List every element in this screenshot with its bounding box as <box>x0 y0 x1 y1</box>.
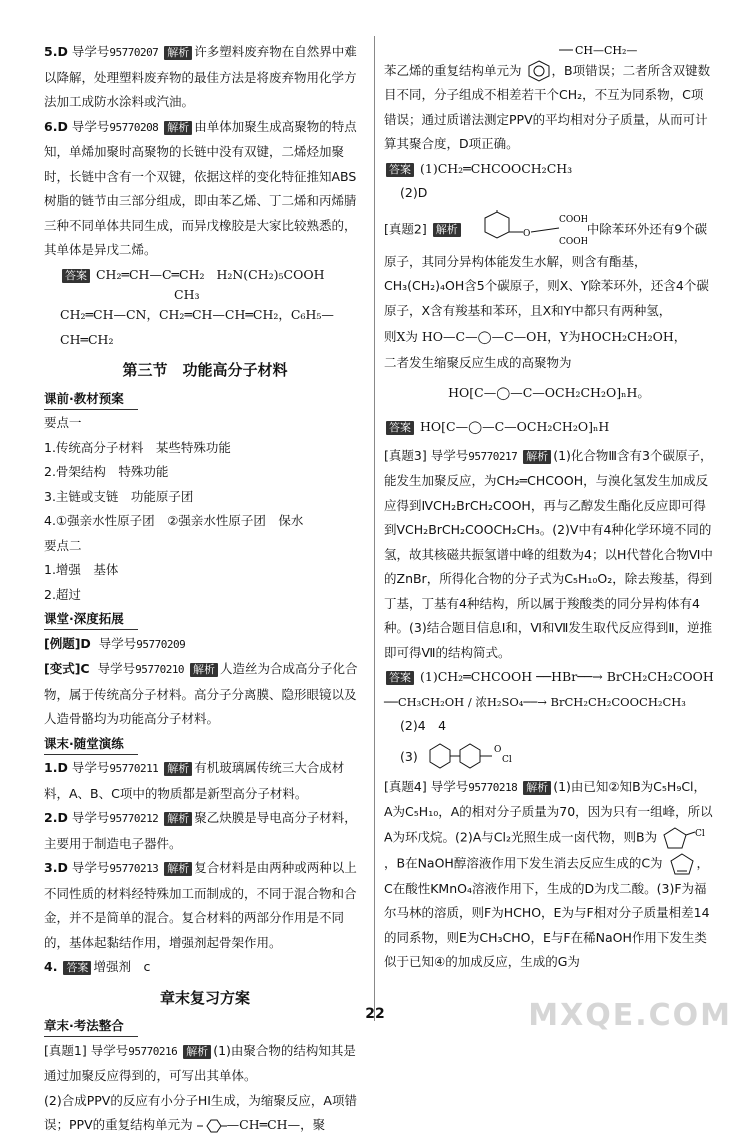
real-q2-answer-text: HO[C—◯—C—OCH₂CH₂O]ₙH <box>419 418 610 434</box>
variant-label: [变式]C <box>44 661 90 676</box>
styrene-chain-icon <box>559 41 639 59</box>
pre-item-6: 2.超过 <box>44 586 81 602</box>
review-title: 章末复习方案 <box>159 988 250 1007</box>
post-q1-text: 有机玻璃属传统三大合成材料，A、B、C项中的物质都是新型高分子材料。 <box>44 760 345 801</box>
variant-analysis-tag: 解析 <box>190 663 218 677</box>
svg-text:O: O <box>522 228 531 239</box>
svg-text:COOH: COOH <box>558 236 587 247</box>
post-q3-text: 复合材料是由两种或两种以上不同性质的材料经特殊加工而制成的，不同于混合物和合金，并不是简单的混合。复合材料的两部分作用是不同的，基体起黏结作用，增强剂起骨架作用。 <box>44 860 357 950</box>
post-q2-tag: 解析 <box>164 812 192 826</box>
real-q4 <box>384 775 714 975</box>
in-class-section <box>44 607 366 732</box>
pre-item-4: 4.①强亲水性原子团 ②强亲水性原子团 保水 <box>44 513 304 528</box>
real-q4-text-c: ，C在酸性KMnO₄溶液作用下，生成的D为戊二酸。(3)F为福尔马林的溶质，则F为HCHO，E为与F相对分子质量相差14的同系物，则E为CH₃CHO，E与F在稀NaOH作用下发生类似于已知④的加成反应，生成的G为 <box>384 855 710 969</box>
post-q2-guide: 导学号 <box>71 810 110 825</box>
post-q3-guide: 导学号 <box>71 860 110 875</box>
q5-guide: 导学号 <box>71 44 110 59</box>
post-q3-tag: 解析 <box>164 862 192 876</box>
q5-text: 许多塑料废弃物在自然界中难以降解，处理塑料废弃物的最佳方法是将废弃物用化学方法加工成防水涂料或汽油。 <box>44 44 357 109</box>
real-q3-answer-1: (1)CH₂═CHCOOH ──HBr──→ BrCH₂CH₂COOH <box>419 669 714 684</box>
variant <box>44 657 366 732</box>
right-column <box>384 40 714 975</box>
svg-text:Cl: Cl <box>695 828 705 839</box>
example-guide: 导学号 <box>98 635 137 651</box>
right-r1-text: 苯乙烯的重复结构单元为 <box>384 62 522 78</box>
post-q1-tag: 解析 <box>164 762 192 776</box>
aryl-ether-acid-structure-icon <box>467 210 587 250</box>
post-q4-tag: 答案 <box>63 961 91 975</box>
real-q3-tag: 解析 <box>523 450 551 464</box>
svg-text:COOH: COOH <box>558 214 587 225</box>
real-q2-text: 中除苯环外还有9个碳原子，其同分异构体能发生水解，则含有酯基，CH₃(CH₂)₄OH含5个碳原子，则X、Y除苯环外，还含4个碳原子，X含有羧基和苯环，且X和Y中都只有两种氢， <box>384 221 709 318</box>
left-column <box>44 40 366 1138</box>
key-point-2: 要点二 <box>44 537 82 553</box>
real-q3-answer-1b: ──CH₃CH₂OH / 浓H₂SO₄──→ BrCH₂CH₂COOCH₂CH₃ <box>384 694 686 709</box>
real-q3-guide-id: 95770217 <box>468 449 518 463</box>
answer-isoprene-methyl: CH₃ <box>174 287 200 302</box>
post-class-heading: 课末·随堂演练 <box>44 734 138 755</box>
q6-analysis-tag: 解析 <box>164 121 192 135</box>
q5-guide-id: 95770207 <box>109 46 159 59</box>
key-point-1: 要点一 <box>44 415 82 430</box>
right-answer1 <box>384 157 714 182</box>
post-q4-number: 4. <box>44 959 58 974</box>
real-q1-part2 <box>44 1089 366 1138</box>
q6-text: 由单体加聚生成高聚物的特点知，单烯加聚时高聚物的长链中没有双键，二烯烃加聚时，长链中含有一个双键，依据这样的变化特征推知ABS树脂的链节由三部分组成，即由苯乙烯、丁二烯和丙烯腈三种不同单体共同生成，而异戊橡胶是大家比较熟悉的，其单体是异戊二烯。 <box>44 118 357 257</box>
real-q4-guide-id: 95770218 <box>468 780 518 794</box>
in-class-heading: 课堂·深度拓展 <box>44 609 138 630</box>
real-q1-tag: 解析 <box>183 1045 211 1059</box>
pre-item-3: 3.主链或支链 功能原子团 <box>44 488 194 504</box>
q5 <box>44 40 366 115</box>
post-q4-text: 增强剂 c <box>93 959 151 974</box>
pre-class-section <box>44 387 366 608</box>
review-heading: 章末·考法整合 <box>44 1016 138 1037</box>
real-q3-answer <box>384 665 714 690</box>
real-q2 <box>384 210 714 324</box>
example <box>44 632 366 658</box>
post-q1 <box>44 756 366 806</box>
real-q1-text2b: —CH═CH—，聚 <box>226 1117 326 1132</box>
real-q2-tag: 解析 <box>433 223 461 237</box>
post-q4 <box>44 955 366 980</box>
real-q3-answer-3 <box>384 739 714 775</box>
real-q1-guide: 导学号 <box>90 1042 129 1058</box>
q5-analysis-tag: 解析 <box>164 46 192 60</box>
q6-guide-id: 95770208 <box>109 120 159 134</box>
q6 <box>44 115 366 263</box>
post-q2-guide-id: 95770212 <box>109 812 159 825</box>
variant-text: 人造丝为合成高分子化合物，属于传统高分子材料。高分子分离膜、隐形眼镜以及人造骨骼均为功能高分子材料。 <box>44 661 358 726</box>
real-q3-label: [真题3] <box>384 447 427 463</box>
real-q2-answer <box>384 410 714 444</box>
example-label: [例题]D <box>44 635 91 651</box>
q6-guide: 导学号 <box>71 118 110 134</box>
post-q1-guide-id: 95770211 <box>109 762 159 775</box>
real-q4-label: [真题4] <box>384 778 427 794</box>
post-q3 <box>44 856 366 955</box>
real-q3-guide: 导学号 <box>430 447 469 463</box>
real-q3-text: (1)化合物Ⅲ含有3个碳原子，能发生加聚反应，为CH₂═CHCOOH，与溴化氢发生加成反应得到ⅣCH₂BrCH₂COOH，再与乙醇发生酯化反应即可得到ⅤCH₂BrCH₂COOCH₂CH₃。(2)Ⅴ中有4种化学环境不同的氢，故其核磁共振氢谱中峰的组数为4；以H代替化合物Ⅵ中的ZnBr，所得化合物的分子式为C₅H₁₀O₂，除去羧基，得到丁基，丁基有4种结构，所以属于羧酸类的同分异构体有4种。(3)结合题目信息Ⅰ和，Ⅵ和Ⅶ发生取代反应得到Ⅱ，逆推即可得Ⅶ的结构简式。 <box>384 447 713 660</box>
q6-answer <box>44 263 366 288</box>
svg-text:O: O <box>493 745 502 755</box>
pre-item-5: 1.增强 基体 <box>44 562 119 577</box>
real-q2-x: 则X为 HO—C—◯—C—OH，Y为HOCH₂CH₂OH， <box>384 329 687 344</box>
svg-text:CH—CH₂—: CH—CH₂— <box>575 43 638 57</box>
real-q3-answer-3-label: (3) <box>400 748 418 764</box>
variant-guide-id: 95770210 <box>135 663 185 676</box>
right-answer1-tag: 答案 <box>386 163 414 177</box>
section-title: 第三节 功能高分子材料 <box>122 361 288 379</box>
answer-amino-acid: H₂N(CH₂)₅COOH <box>216 266 325 282</box>
cyclopentene-icon <box>667 851 697 877</box>
answer-monomers: CH₂═CH—CN，CH₂═CH—CH═CH₂，C₆H₅—CH═CH₂ <box>60 307 334 347</box>
post-q1-number: 1.D <box>44 760 68 775</box>
q5-number: 5.D <box>44 44 68 59</box>
post-class-section <box>44 732 366 980</box>
variant-guide: 导学号 <box>97 661 136 676</box>
post-q2 <box>44 806 366 856</box>
watermark: MXQE.COM <box>528 998 732 1033</box>
real-q1-text2: (2)合成PPV的反应有小分子HI生成，为缩聚反应，A项错误；PPV的重复结构单元为 <box>44 1092 357 1132</box>
real-q3 <box>384 444 714 666</box>
real-q3-answer-2: (2)4 4 <box>400 718 447 733</box>
q6-number: 6.D <box>44 118 68 134</box>
post-q2-text: 聚乙炔膜是导电高分子材料，主要用于制造电子器件。 <box>44 810 357 851</box>
post-q3-number: 3.D <box>44 860 68 875</box>
pre-item-1: 1.传统高分子材料 某些特殊功能 <box>44 439 231 455</box>
real-q3-answer-tag: 答案 <box>386 671 414 685</box>
real-q4-tag: 解析 <box>523 781 551 795</box>
real-q1 <box>44 1039 366 1089</box>
review-section <box>44 1014 366 1138</box>
real-q2-label: [真题2] <box>384 221 427 236</box>
q6-answer-tag: 答案 <box>62 269 90 283</box>
real-q1-text1: (1)由聚合物的结构知其是通过加聚反应得到的，可写出其单体。 <box>44 1042 356 1083</box>
chlorocyclopentane-icon <box>661 825 707 851</box>
right-answer1-b: (2)D <box>400 185 428 200</box>
real-q1-label: [真题1] <box>44 1042 87 1058</box>
benzene-ring-icon <box>197 1118 227 1134</box>
biphenyl-acyl-chloride-icon <box>422 740 522 774</box>
answer-isoprene: CH₂═CH—C═CH₂ <box>95 266 205 282</box>
pre-class-heading: 课前·教材预案 <box>44 389 138 410</box>
right-answer1-a: (1)CH₂═CHCOOCH₂CH₃ <box>419 160 573 176</box>
real-q1-guide-id: 95770216 <box>128 1044 178 1058</box>
real-q4-guide: 导学号 <box>430 778 469 794</box>
post-q3-guide-id: 95770213 <box>109 862 159 875</box>
benzene-ring-icon <box>526 59 552 83</box>
right-r1-text-b: ，B项错误；二者所含双键数目不同，分子组成不相差若干个CH₂，不互为同系物，C项错误；通过质谱法测定PPV的平均相对分子质量，从而可计算其聚合度，D项正确。 <box>384 62 711 151</box>
real-q2-answer-tag: 答案 <box>386 421 414 435</box>
real-q2-poly: HO[C—◯—C—OCH₂CH₂O]ₙH。 <box>448 384 650 400</box>
example-guide-id: 95770209 <box>136 637 186 651</box>
real-q2-y: 二者发生缩聚反应生成的高聚物为 <box>384 355 572 370</box>
pre-item-2: 2.骨架结构 特殊功能 <box>44 464 169 479</box>
column-divider <box>374 36 375 1021</box>
post-q1-guide: 导学号 <box>71 760 110 775</box>
real-q4-text-b: ，B在NaOH醇溶液作用下发生消去反应生成的C为 <box>384 855 663 870</box>
styrene-chain <box>384 40 714 59</box>
real-q4-text: (1)由已知②知B为C₅H₉Cl，A为C₅H₁₀，A的相对分子质量为70，因为只有一组峰，所以A为环戊烷。(2)A与Cl₂光照生成一卤代物，则B为 <box>384 778 713 844</box>
post-q2-number: 2.D <box>44 810 68 825</box>
right-r1 <box>384 59 714 157</box>
svg-text:Cl: Cl <box>501 755 512 765</box>
page-number: 22 <box>365 1006 385 1022</box>
